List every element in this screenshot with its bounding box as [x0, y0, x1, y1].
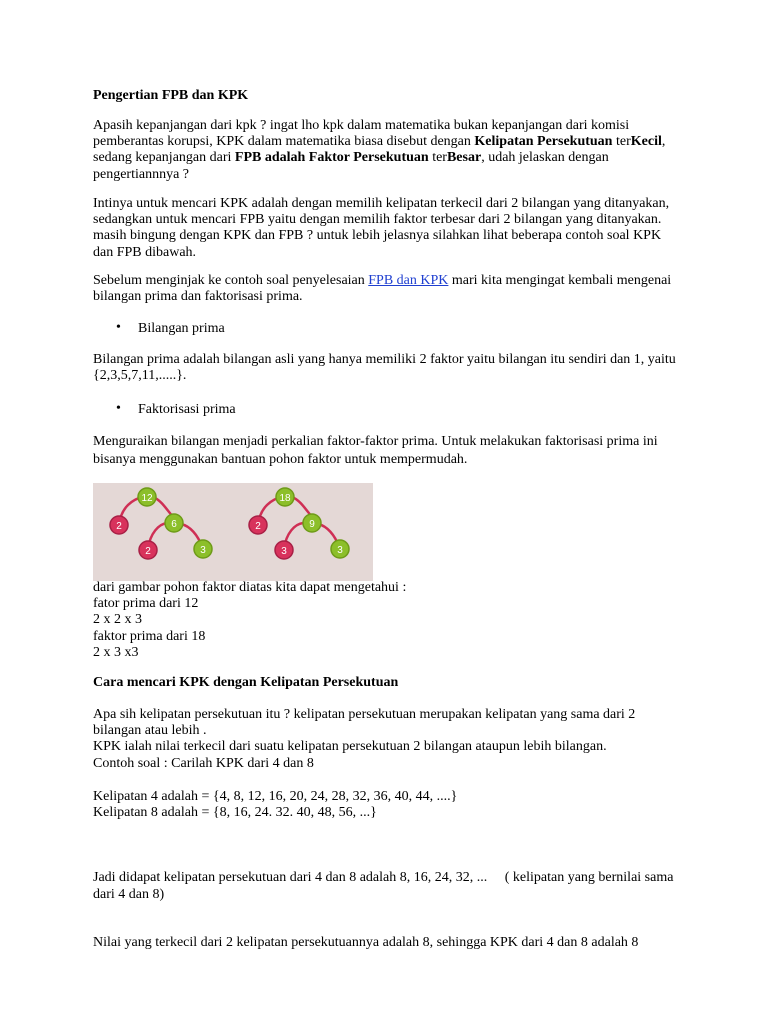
text-line: Apa sih kelipatan persekutuan itu ? kelipatan persekutuan merupakan kelipatan yang sama dari 2 bilangan atau lebih . — [93, 707, 636, 739]
bullet-dot: • — [116, 401, 121, 416]
text-run: , udah jelaskan dengan pengertiannnya ? — [93, 150, 609, 182]
paragraph-definition — [93, 118, 683, 183]
factor-tree-image — [93, 483, 373, 581]
node-label: 6 — [171, 519, 177, 530]
node-label: 2 — [116, 521, 122, 532]
node-label: 3 — [337, 545, 343, 556]
bold-text: FPB adalah Faktor Persekutuan — [234, 150, 429, 166]
factor-result-lines — [93, 580, 683, 661]
text-line: faktor prima dari 18 — [93, 628, 206, 644]
section-heading: Cara mencari KPK dengan Kelipatan Persekutuan — [93, 675, 399, 690]
text-line: 2 x 3 x3 — [93, 644, 139, 660]
text-run: Sebelum menginjak ke contoh soal penyelesaian — [93, 273, 369, 288]
paragraph-intinya: Intinya untuk mencari KPK adalah dengan memilih kelipatan terkecil dari 2 bilangan yang ditanyakan, sedangkan untuk mencari FPB yaitu dengan memilih faktor terbesar dari 2 bilangan yang ditanyakan. masih bingung dengan KPK dan FPB ? untuk lebih jelasnya silahkan lihat beberapa contoh soal KPK dan FPB dibawah. — [93, 196, 670, 260]
text-line: Nilai yang terkecil dari 2 kelipatan persekutuannya adalah 8, sehingga KPK dari 4 dan 8 adalah 8 — [93, 935, 639, 951]
bold-text: Kelipatan Persekutuan — [474, 134, 613, 150]
paragraph-kelipatan — [93, 707, 683, 772]
paragraph-faktorisasi: Menguraikan bilangan menjadi perkalian faktor-faktor prima. Untuk melakukan faktorisasi prima ini bisanya menggunakan bantuan pohon faktor untuk mempermudah. — [93, 434, 658, 467]
text-line: Kelipatan 8 adalah = {8, 16, 24. 32. 40, 48, 56, ...} — [93, 805, 377, 821]
node-label: 9 — [309, 519, 315, 530]
paragraph-sebelum — [93, 273, 683, 305]
node-label: 3 — [281, 546, 287, 557]
node-label: 18 — [279, 493, 291, 504]
text-line: KPK ialah nilai terkecil dari suatu kelipatan persekutuan 2 bilangan ataupun lebih bilangan. — [93, 739, 607, 755]
paragraph-kelipatan-list — [93, 789, 683, 821]
text-line: fator prima dari 12 — [93, 596, 199, 612]
node-label: 12 — [141, 493, 153, 504]
text-line: Kelipatan 4 adalah = {4, 8, 12, 16, 20, 24, 28, 32, 36, 40, 44, ....} — [93, 789, 458, 804]
bullet-dot: • — [116, 320, 121, 335]
paragraph-bilangan-prima: Bilangan prima adalah bilangan asli yang hanya memiliki 2 faktor yaitu bilangan itu sendiri dan 1, yaitu {2,3,5,7,11,.....}. — [93, 352, 676, 384]
text-run: , sedang kepanjangan dari — [93, 134, 666, 166]
node-label: 2 — [255, 521, 261, 532]
node-label: 2 — [145, 546, 151, 557]
text-line: Contoh soal : Carilah KPK dari 4 dan 8 — [93, 755, 314, 771]
text-run: ter — [428, 150, 447, 166]
node-label: 3 — [200, 545, 206, 556]
text-run: ter — [612, 134, 631, 150]
bullet-faktorisasi-prima: Faktorisasi prima — [138, 402, 236, 417]
factor-tree-svg — [93, 483, 373, 581]
text-run: mari kita mengingat kembali mengenai bilangan prima dan faktorisasi prima. — [93, 273, 672, 305]
fpb-kpk-link[interactable]: FPB dan KPK — [368, 273, 449, 288]
text-line: Jadi didapat kelipatan persekutuan dari 4 dan 8 adalah 8, 16, 24, 32, ... ( kelipatan yang bernilai sama dari 4 dan 8) — [93, 870, 677, 902]
page-title: Pengertian FPB dan KPK — [93, 88, 249, 103]
bold-text: Kecil — [630, 134, 662, 150]
paragraph-kesimpulan — [93, 838, 683, 984]
bold-text: Besar — [446, 150, 482, 166]
text-run: Apasih kepanjangan dari kpk ? ingat lho kpk dalam matematika bukan kepanjangan dari komisi pemberantas korupsi, KPK dalam matematika biasa disebut dengan — [93, 118, 630, 150]
bullet-bilangan-prima: Bilangan prima — [138, 321, 225, 336]
text-line: dari gambar pohon faktor diatas kita dapat mengetahui : — [93, 580, 407, 595]
text-line: 2 x 2 x 3 — [93, 612, 142, 628]
